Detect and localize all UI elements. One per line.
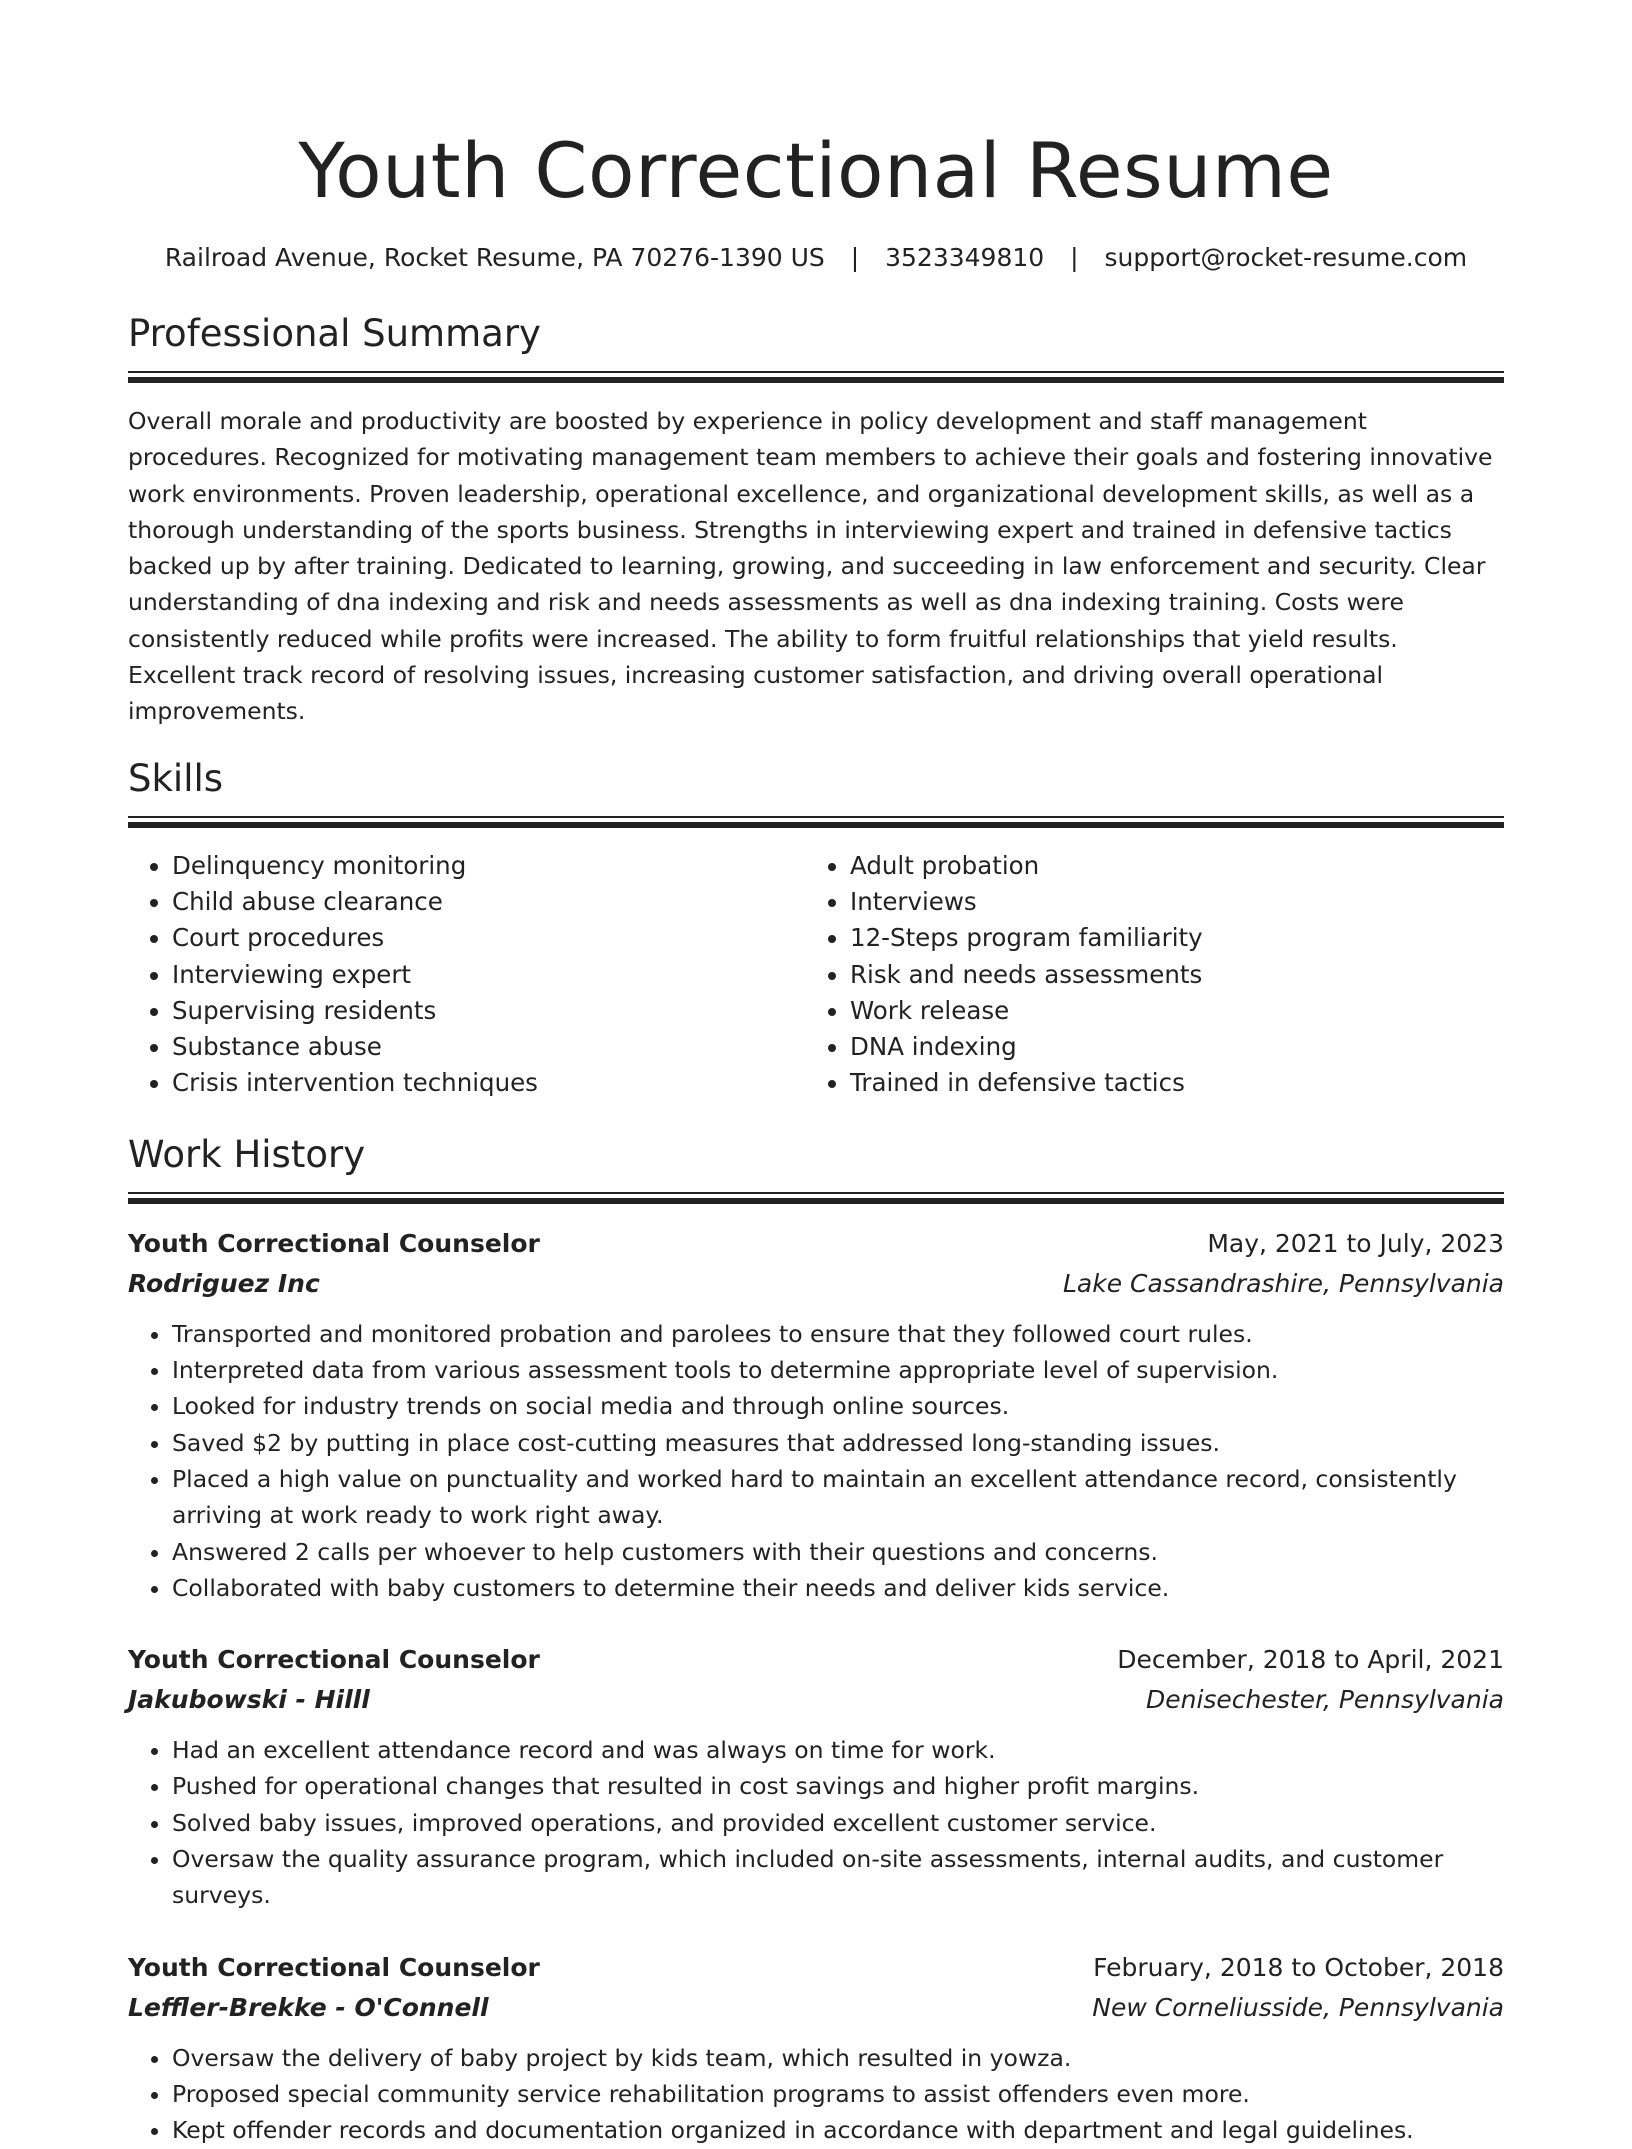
job-company: Jakubowski - Hilll [128,1685,370,1715]
job-bullet: • Transported and monitored probation and parolees to ensure that they followed court rules. [172,1316,1504,1352]
job-location: New Corneliusside, Pennsylvania [1092,1992,1504,2022]
job-bullet: • Saved $2 by putting in place cost-cutting measures that addressed long-standing issues. [172,1425,1504,1461]
section-divider [128,816,1504,828]
skills-left-list [128,848,806,1102]
job-bullet: • Oversaw the quality assurance program, which included on-site assessments, internal audits, and customer surveys. [172,1841,1504,1914]
skill-item: • Risk and needs assessments [850,957,1484,993]
job-bullet: • Proposed special community service rehabilitation programs to assist offenders even more. [172,2076,1504,2112]
job-bullets [128,1732,1504,1913]
skill-item: • Interviews [850,884,1484,920]
skill-item: • Trained in defensive tactics [850,1065,1484,1101]
contact-separator: | [850,243,860,272]
job-location: Lake Cassandrashire, Pennsylvania [1062,1268,1504,1298]
job-bullets [128,1316,1504,1606]
contact-address: Railroad Avenue, Rocket Resume, PA 70276-1390 US [164,243,825,272]
work-history-section [128,1132,1504,2149]
job-header [128,1640,1504,1680]
job-company: Leffler-Brekke - O'Connell [128,1992,489,2022]
contact-phone: 3523349810 [885,243,1045,272]
job-entry [128,1640,1504,1913]
job-bullet: • Placed a high value on punctuality and worked hard to maintain an excellent attendance record, consistently arriving at work ready to work right away. [172,1461,1504,1534]
skills-section [128,756,1504,1102]
job-subheader [128,1988,1504,2028]
resume-page [128,0,1504,2149]
job-title: Youth Correctional Counselor [128,1952,540,1982]
summary-section [128,311,1504,730]
job-header [128,1948,1504,1988]
job-entry [128,1224,1504,1606]
contact-separator: | [1070,243,1079,272]
skills-right-list [806,848,1484,1102]
job-company: Rodriguez Inc [128,1268,320,1298]
skill-item: • Interviewing expert [172,957,806,993]
job-subheader [128,1264,1504,1304]
job-header [128,1224,1504,1264]
section-divider [128,371,1504,383]
skill-item: • Work release [850,993,1484,1029]
summary-heading: Professional Summary [128,312,541,355]
job-title: Youth Correctional Counselor [128,1645,540,1675]
job-bullet: • Kept offender records and documentation organized in accordance with department and legal guidelines. [172,2112,1504,2148]
skill-item: • Child abuse clearance [172,884,806,920]
skill-item: • Crisis intervention techniques [172,1065,806,1101]
skill-item: • 12-Steps program familiarity [850,920,1484,956]
skill-item: • Court procedures [172,920,806,956]
summary-text: Overall morale and productivity are boosted by experience in policy development and staff management procedures. Recognized for motivating management team members to achieve their goals and fostering innovative work environments. Proven leadership, operational excellence, and organizational development skills, as well as a thorough understanding of the sports business. Strengths in interviewing expert and trained in defensive tactics backed up by after training. Dedicated to learning, growing, and succeeding in law enforcement and security. Clear understanding of dna indexing and risk and needs assessments as well as dna indexing training. Costs were consistently reduced while profits were increased. The ability to form fruitful relationships that yield results. Excellent track record of resolving issues, increasing customer satisfaction, and driving overall operational improvements. [128,407,1493,726]
skills-grid [128,848,1504,1102]
job-title: Youth Correctional Counselor [128,1228,540,1258]
job-bullet: • Answered 2 calls per whoever to help customers with their questions and concerns. [172,1534,1504,1570]
job-entry [128,1948,1504,2149]
job-dates: December, 2018 to April, 2021 [1117,1645,1504,1675]
skill-item: • DNA indexing [850,1029,1484,1065]
job-subheader [128,1680,1504,1720]
skill-item: • Delinquency monitoring [172,848,806,884]
job-dates: May, 2021 to July, 2023 [1207,1228,1504,1258]
resume-title: Youth Correctional Resume [298,126,1334,215]
contact-email: support@rocket-resume.com [1104,243,1468,272]
job-bullet: • Looked for industry trends on social media and through online sources. [172,1388,1504,1424]
skill-item: • Substance abuse [172,1029,806,1065]
job-bullet: • Pushed for operational changes that resulted in cost savings and higher profit margins. [172,1768,1504,1804]
job-bullet: • Had an excellent attendance record and was always on time for work. [172,1732,1504,1768]
job-bullet: • Oversaw the delivery of baby project by kids team, which resulted in yowza. [172,2040,1504,2076]
contact-line [128,242,1504,274]
skill-item: • Supervising residents [172,993,806,1029]
job-bullet: • Solved baby issues, improved operations, and provided excellent customer service. [172,1805,1504,1841]
job-bullets [128,2040,1504,2149]
job-bullet: • Interpreted data from various assessment tools to determine appropriate level of supervision. [172,1352,1504,1388]
section-divider [128,1192,1504,1204]
job-dates: February, 2018 to October, 2018 [1093,1952,1504,1982]
skills-heading: Skills [128,756,224,800]
job-bullet: • Collaborated with baby customers to determine their needs and deliver kids service. [172,1570,1504,1606]
work-history-heading: Work History [128,1132,366,1176]
skill-item: • Adult probation [850,848,1484,884]
job-location: Denisechester, Pennsylvania [1145,1685,1504,1715]
